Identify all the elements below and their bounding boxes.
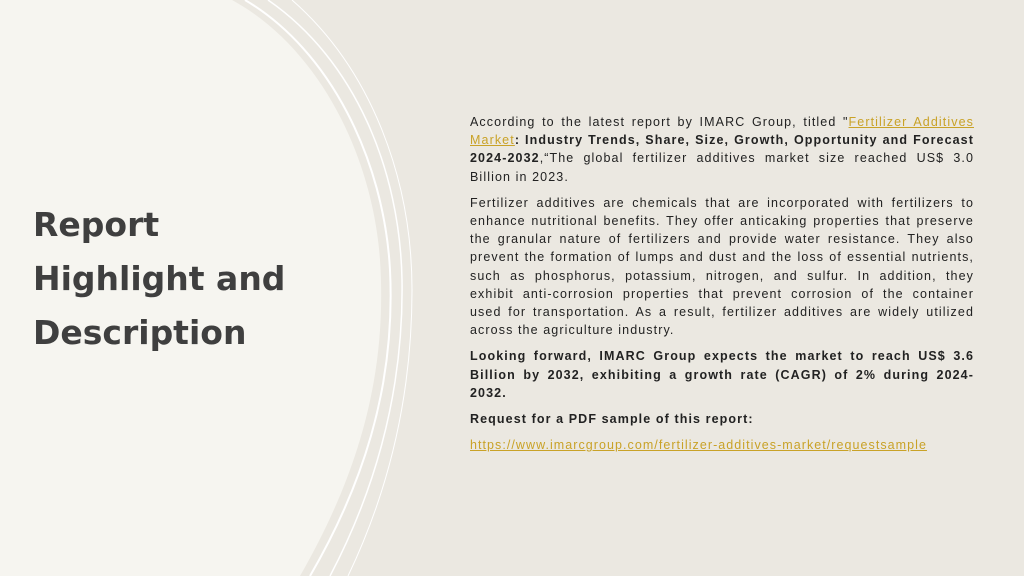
- report-title-link[interactable]: Fertilizer Additives Market: [470, 115, 974, 148]
- intro-paragraph: [470, 113, 974, 186]
- report-title-bold: : Industry Trends, Share, Size, Growth, Opportunity and Forecast 2024-2032: [470, 133, 974, 166]
- intro-text: According to the latest report by IMARC Group, titled ": [470, 115, 849, 129]
- request-sample-link[interactable]: https://www.imarcgroup.com/fertilizer-additives-market/requestsample: [470, 438, 927, 453]
- forecast-paragraph: Looking forward, IMARC Group expects the market to reach US$ 3.6 Billion by 2032, exhibiting a growth rate (CAGR) of 2% during 2024-2032.: [470, 349, 974, 400]
- page-title: [33, 198, 333, 360]
- report-description: [470, 113, 974, 462]
- request-url-paragraph: [470, 436, 974, 454]
- request-label: Request for a PDF sample of this report:: [470, 412, 754, 427]
- title-line-2: Highlight and: [33, 259, 286, 298]
- description-paragraph: Fertilizer additives are chemicals that are incorporated with fertilizers to enhance nutritional benefits. They offer anticaking properties that preserve the granular nature of fertilizers and provide water resistance. They also prevent the formation of lumps and dust and the loss of essential nutrients, such as phosphorus, potassium, nitrogen, and sulfur. In addition, they exhibit anti-corrosion properties that prevent corrosion of the container used for transportation. As a result, fertilizer additives are widely utilized across the agriculture industry.: [470, 195, 974, 338]
- title-line-3: Description: [33, 313, 247, 352]
- title-line-1: Report: [33, 205, 160, 244]
- market-size-text: ,“The global fertilizer additives market size reached US$ 3.0 Billion in 2023.: [470, 151, 974, 184]
